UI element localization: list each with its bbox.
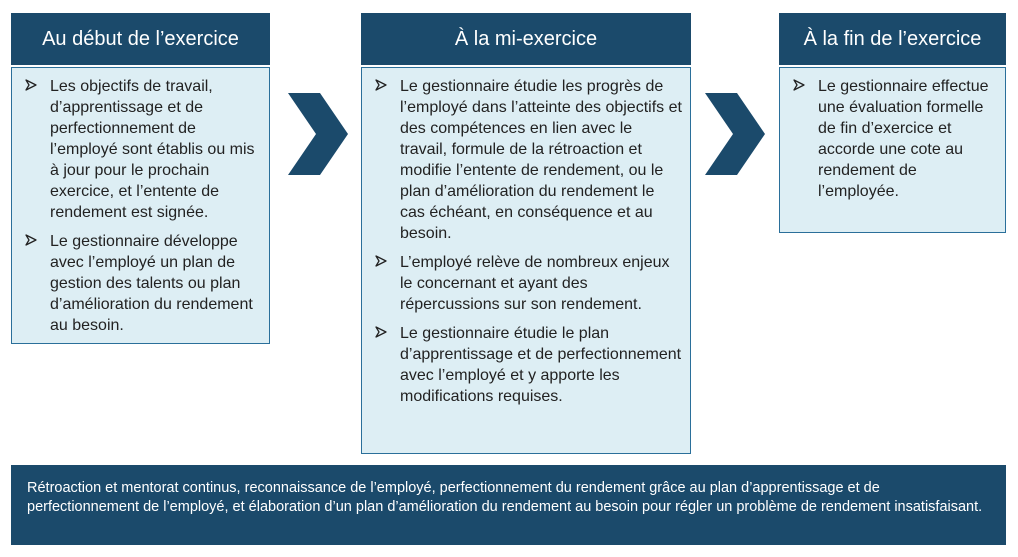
stage-box-mid [361,67,691,454]
stage-title-mid: À la mi-exercice [454,27,598,50]
arrowhead-bullet-icon [24,233,38,247]
arrowhead-bullet-icon [24,78,38,92]
list-item [792,76,997,202]
stage-list-mid [374,76,682,407]
list-item [374,76,682,244]
list-item-text: Le gestionnaire développe avec l’employé un plan de gestion des talents ou plan d’amélioration du rendement au besoin. [50,233,253,334]
stage-box-end [779,67,1006,233]
list-item [374,323,682,407]
stage-header-end [779,13,1006,65]
list-item [374,252,682,315]
continuous-feedback-banner [11,465,1006,545]
arrowhead-bullet-icon [374,254,388,268]
stage-list-start [24,76,261,336]
chevron-right-icon [288,93,348,175]
arrowhead-bullet-icon [374,325,388,339]
list-item [24,76,261,223]
chevron-right-icon [705,93,765,175]
list-item-text: L’employé relève de nombreux enjeux le concernant et ayant des répercussions sur son rendement. [400,254,670,313]
list-item [24,231,261,336]
arrowhead-bullet-icon [374,78,388,92]
stage-box-start [11,67,270,344]
banner-text: Rétroaction et mentorat continus, reconnaissance de l’employé, perfectionnement du rendement grâce au plan d’apprentissage et de perfectionnement de l’employé, et élaboration d’un plan d’amélioration du rendement au besoin pour régler un problème de rendement insatisfaisant. [27,480,983,515]
stage-list-end [792,76,997,202]
stage-title-start: Au début de l’exercice [42,27,239,50]
list-item-text: Le gestionnaire étudie le plan d’apprentissage et de perfectionnement avec l’employé et y apporte les modifications requises. [400,325,682,405]
list-item-text: Le gestionnaire étudie les progrès de l’employé dans l’atteinte des objectifs et des compétences en lien avec le travail, formule de la rétroaction et modifie l’entente de rendement, ou le plan d’amélioration du rendement le cas échéant, en conséquence et au besoin. [400,78,682,242]
arrowhead-bullet-icon [792,78,806,92]
list-item-text: Le gestionnaire effectue une évaluation formelle de fin d’exercice et accorde une cote au rendement de l’employée. [818,78,989,200]
stage-title-end: À la fin de l’exercice [803,27,982,50]
list-item-text: Les objectifs de travail, d’apprentissage et de perfectionnement de l’employé sont établis ou mis à jour pour le prochain exercice, et l’entente de rendement est signée. [50,78,255,221]
stage-header-mid [361,13,691,65]
stage-header-start [11,13,270,65]
